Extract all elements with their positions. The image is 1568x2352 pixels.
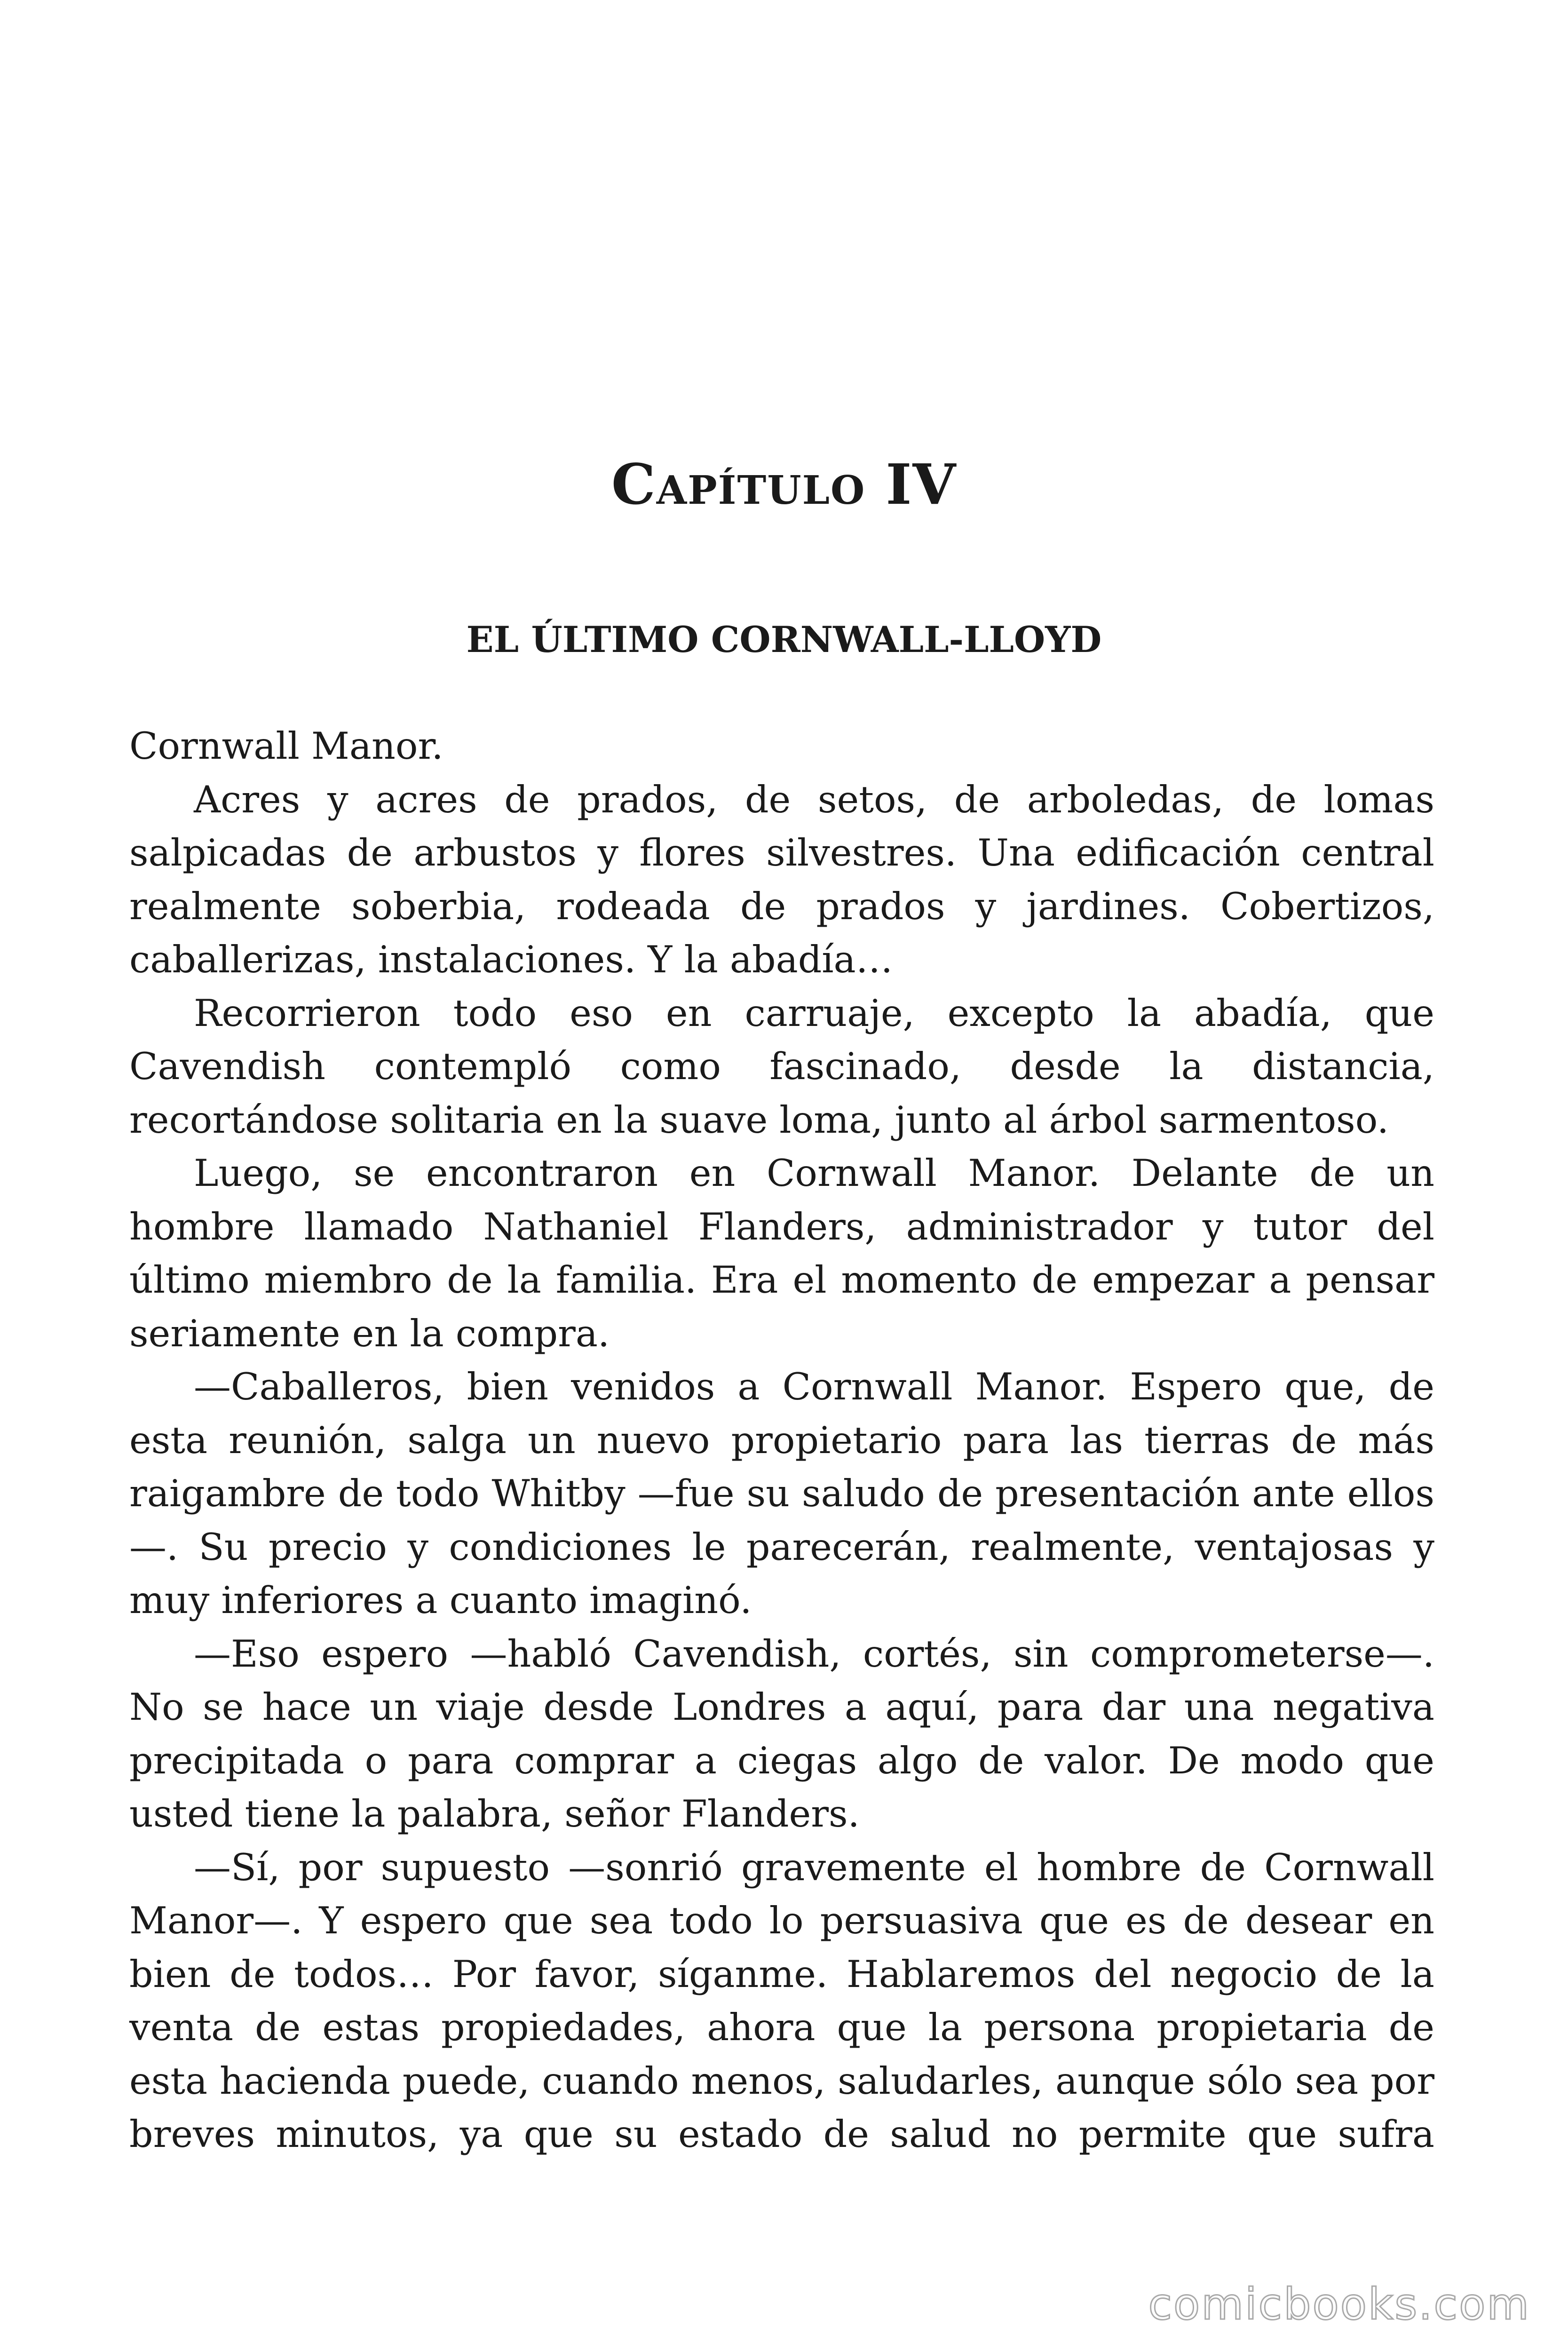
paragraph: —Caballeros, bien venidos a Cornwall Manor. Espero que, de esta reunión, salga un nuevo propietario para las tierras de más raigambre de todo Whitby —fue su saludo de presentación ante ellos—. Su precio y condiciones le parecerán, realmente, ventajosas y muy inferiores a cuanto imaginó. bbox=[129, 1365, 1434, 1622]
paragraph: Luego, se encontraron en Cornwall Manor. Delante de un hombre llamado Nathaniel Flanders, administrador y tutor del último miembro de la familia. Era el momento de empezar a pensar seriamente en la compra. bbox=[129, 1152, 1434, 1355]
paragraph: Acres y acres de prados, de setos, de arboledas, de lomas salpicadas de arbustos y flores silvestres. Una edificación central realmente soberbia, rodeada de prados y jardines. Cobertizos, caballerizas, instalaciones. Y la abadía… bbox=[129, 778, 1434, 981]
paragraph: Recorrieron todo eso en carruaje, excepto la abadía, que Cavendish contempló como fascinado, desde la distancia, recortándose solitaria en la suave loma, junto al árbol sarmentoso. bbox=[129, 991, 1434, 1142]
chapter-subtitle: EL ÚLTIMO CORNWALL-LLOYD bbox=[466, 619, 1102, 660]
paragraph: —Sí, por supuesto —sonrió gravemente el hombre de Cornwall Manor—. Y espero que sea todo lo persuasiva que es de desear en bien de todos… Por favor, síganme. Hablaremos del negocio de la venta de estas propiedades, ahora que la persona propietaria de esta hacienda puede, cuando menos, saludarles, aunque sólo sea por breves minutos, ya que su estado de salud no permite que sufra bbox=[129, 1845, 1434, 2156]
paragraph: —Eso espero —habló Cavendish, cortés, sin comprometerse—. No se hace un viaje desde Londres a aquí, para dar una negativa precipitada o para comprar a ciegas algo de valor. De modo que usted tiene la palabra, señor Flanders. bbox=[129, 1632, 1434, 1836]
body-text bbox=[129, 720, 1434, 2161]
chapter-title: Capítulo IV bbox=[611, 452, 957, 517]
paragraph: Cornwall Manor. bbox=[129, 724, 443, 768]
watermark: comicbooks.com bbox=[1148, 2279, 1530, 2329]
